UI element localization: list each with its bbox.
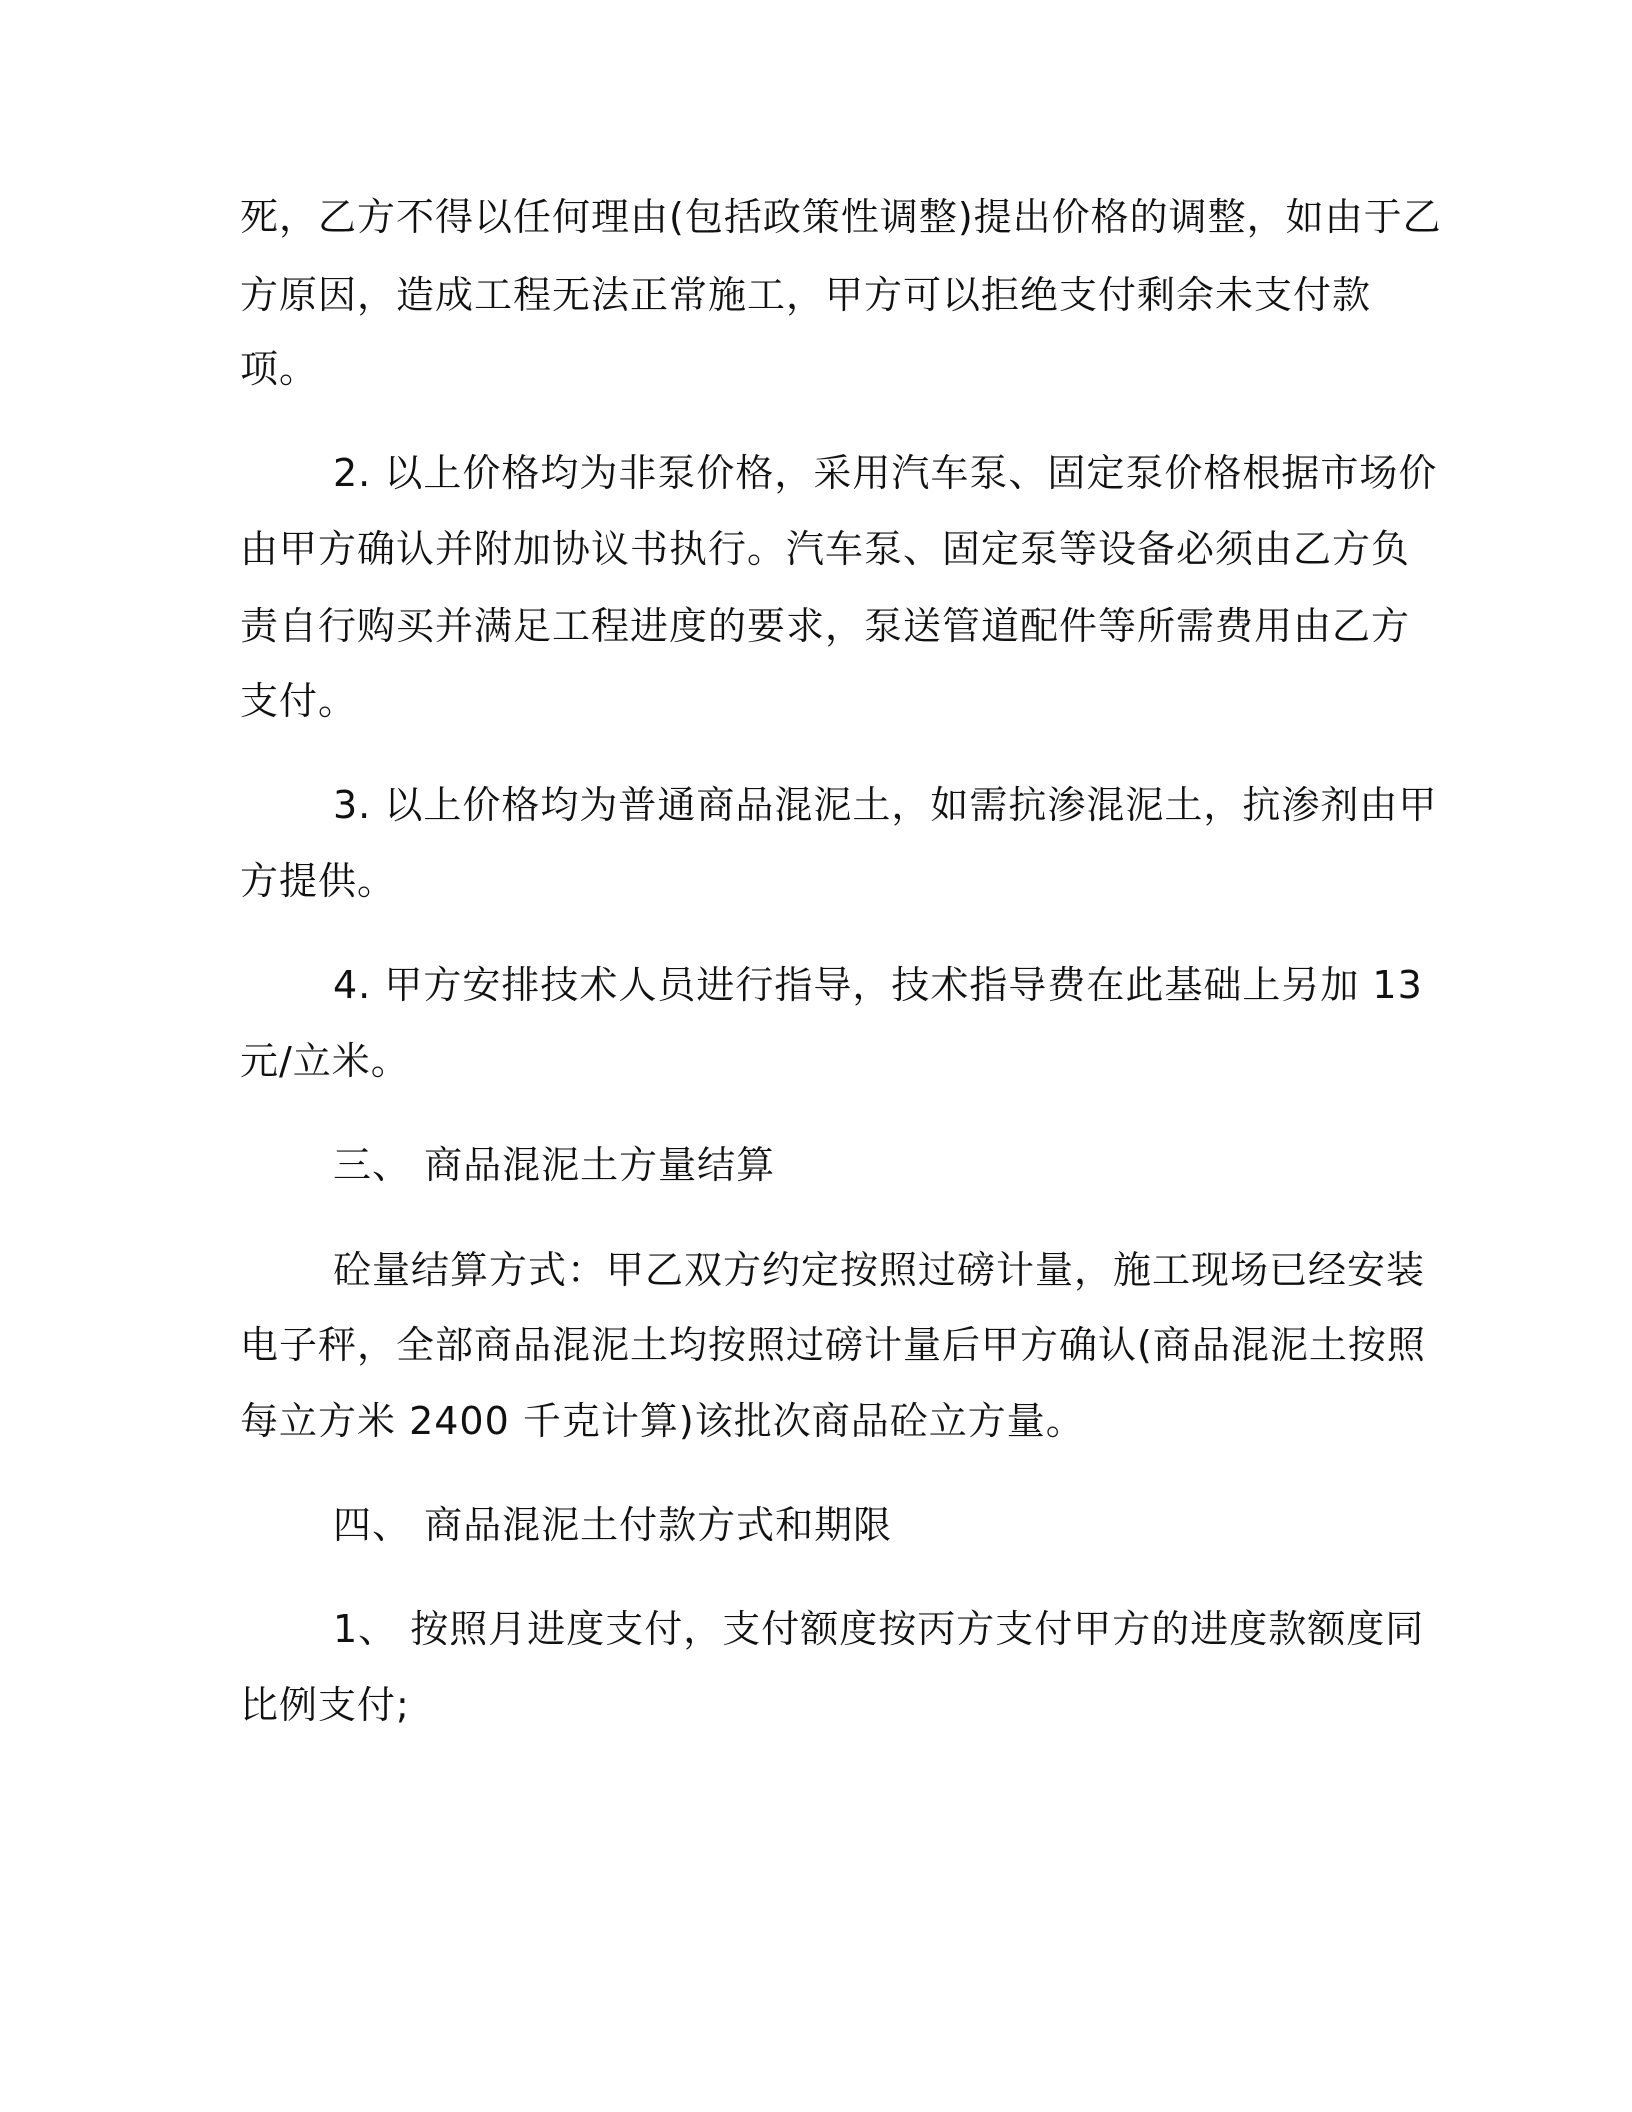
paragraph-line: 1、 按照月进度支付，支付额度按丙方支付甲方的进度款额度同: [333, 1607, 1425, 1651]
paragraph-line: 方提供。: [240, 859, 397, 903]
paragraph-line: 电子秤，全部商品混泥土均按照过磅计量后甲方确认(商品混泥土按照: [240, 1323, 1426, 1367]
paragraph-line: 2. 以上价格均为非泵价格，采用汽车泵、固定泵价格根据市场价: [333, 451, 1438, 495]
paragraph-line: 4. 甲方安排技术人员进行指导，技术指导费在此基础上另加 13: [333, 963, 1423, 1007]
paragraph-line: 项。: [240, 347, 319, 391]
paragraph-line: 责自行购买并满足工程进度的要求，泵送管道配件等所需费用由乙方: [240, 604, 1411, 648]
paragraph-line: 方原因，造成工程无法正常施工，甲方可以拒绝支付剩余未支付款: [240, 273, 1372, 317]
paragraph-line: 3. 以上价格均为普通商品混泥土，如需抗渗混泥土，抗渗剂由甲: [333, 783, 1438, 827]
paragraph-line: 由甲方确认并附加协议书执行。汽车泵、固定泵等设备必须由乙方负: [240, 527, 1411, 571]
paragraph-line: 砼量结算方式：甲乙双方约定按照过磅计量，施工现场已经安装: [333, 1248, 1426, 1292]
paragraph-line: 比例支付;: [240, 1683, 410, 1727]
paragraph-line: 支付。: [240, 679, 358, 723]
section-heading: 四、 商品混泥土付款方式和期限: [333, 1503, 893, 1547]
paragraph-line: 死，乙方不得以任何理由(包括政策性调整)提出价格的调整，如由于乙: [240, 195, 1442, 239]
section-heading: 三、 商品混泥土方量结算: [333, 1143, 776, 1187]
paragraph-line: 元/立米。: [240, 1039, 410, 1083]
paragraph-line: 每立方米 2400 千克计算)该批次商品砼立方量。: [240, 1399, 1085, 1443]
